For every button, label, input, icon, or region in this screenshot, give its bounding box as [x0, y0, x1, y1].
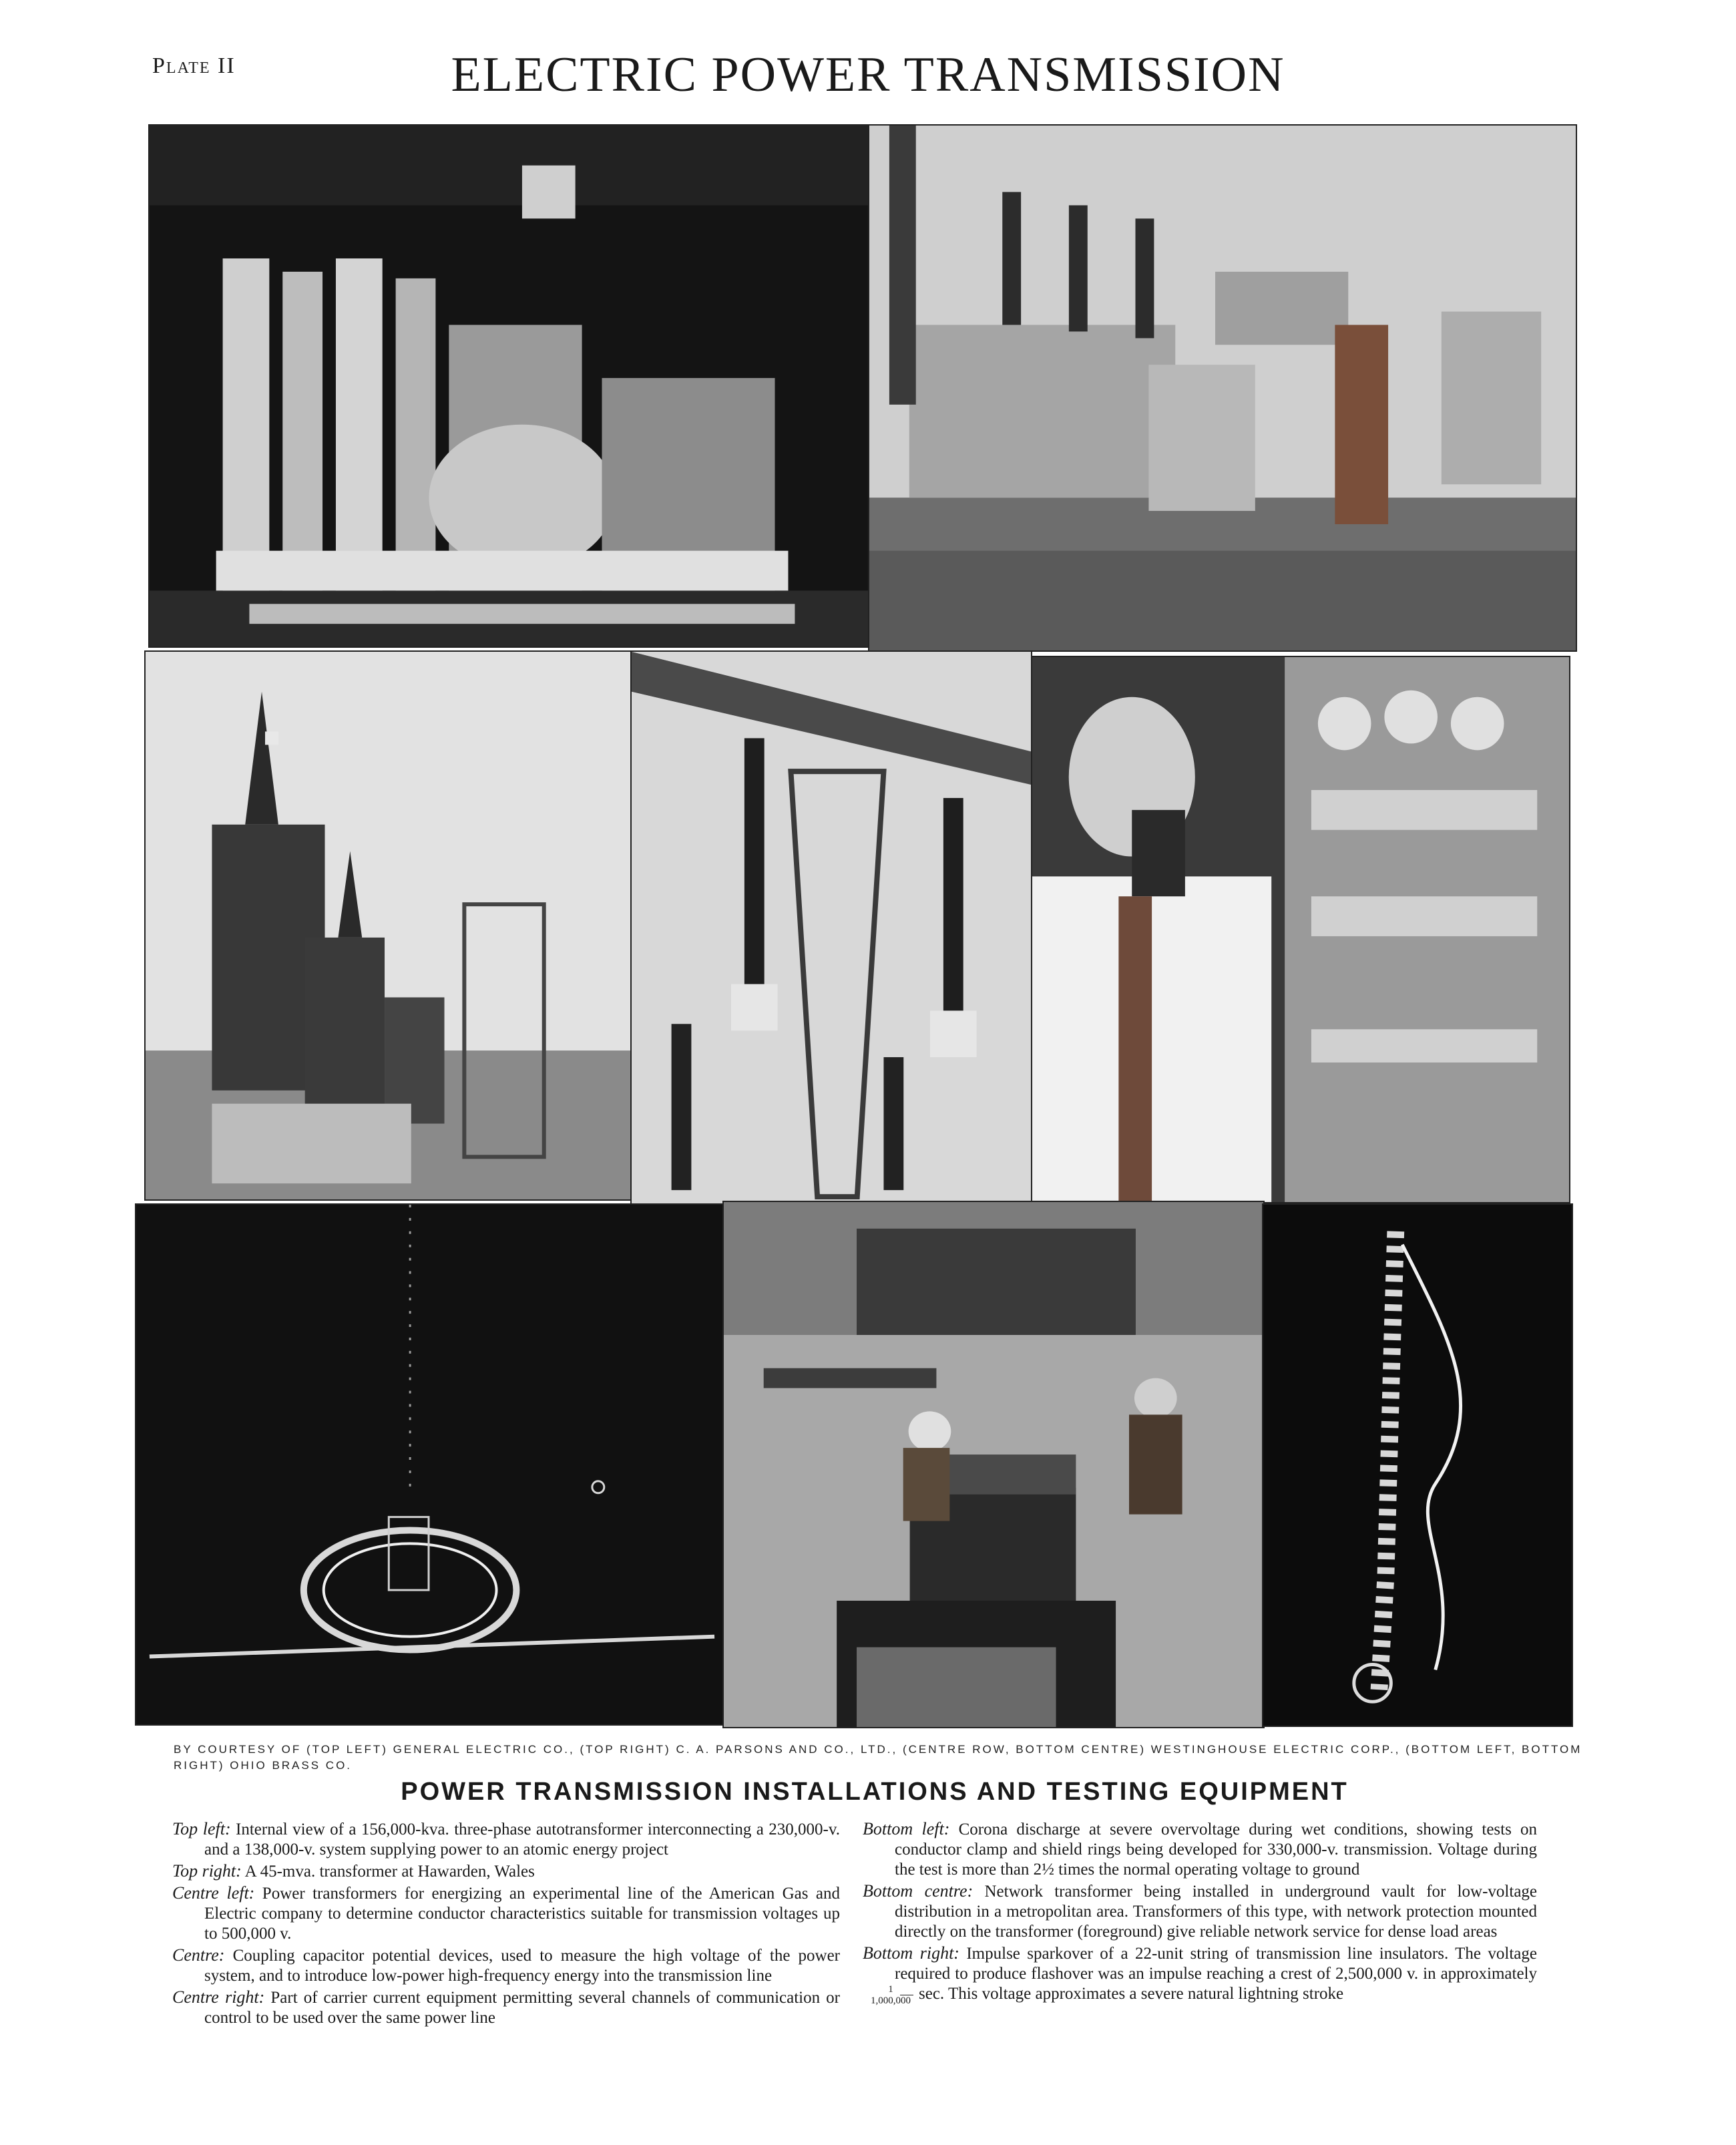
- caption-bottom-right: [863, 1943, 1537, 2006]
- caption-top-right: [172, 1861, 840, 1882]
- photo-top-right-hawarden-transformer: [868, 124, 1577, 652]
- caption-label: Top left:: [172, 1819, 231, 1838]
- photo-bottom-centre-network-transformer: [722, 1201, 1265, 1728]
- caption-centre-left: [172, 1883, 840, 1944]
- photo-bottom-left-corona-discharge: [135, 1203, 724, 1726]
- caption-label: Bottom right:: [863, 1943, 959, 1963]
- caption-centre: [172, 1945, 840, 1986]
- photo-centre-right-carrier-equipment: [1031, 656, 1570, 1203]
- fraction: [871, 1984, 913, 2006]
- page-title: ELECTRIC POWER TRANSMISSION: [451, 47, 1285, 102]
- caption-text: Power transformers for energizing an experimental line of the American Gas and Electric company to determine conductor characteristics suitable for transmission voltages up to 500,000 v.: [204, 1885, 841, 1943]
- fraction-numerator: 1: [900, 1984, 913, 1995]
- caption-label: Centre left:: [172, 1883, 255, 1903]
- caption-text: Part of carrier current equipment permitting several channels of communication or control to be used over the same power line: [204, 1989, 840, 2027]
- caption-label: Centre:: [172, 1945, 225, 1965]
- photo-credits: BY COURTESY OF (TOP LEFT) GENERAL ELECTRIC CO., (TOP RIGHT) C. A. PARSONS AND CO., LTD., (CENTRE ROW, BOTTOM CENTRE) WESTINGHOUSE ELECTRIC CORP., (BOTTOM LEFT, BOTTOM RIGHT) OHIO BRASS CO.: [174, 1743, 1582, 1772]
- caption-text: Coupling capacitor potential devices, used to measure the high voltage of the power system, and to introduce low-power high-frequency energy into the transmission line: [204, 1947, 840, 1985]
- photo-bottom-right-impulse-sparkover: [1262, 1203, 1573, 1727]
- caption-text: sec. This voltage approximates a severe natural lightning stroke: [919, 1985, 1344, 2003]
- caption-text: A 45-mva. transformer at Hawarden, Wales: [244, 1863, 535, 1881]
- photo-centre-left-power-transformers: [144, 650, 632, 1201]
- captions-right-column: [863, 1819, 1537, 2007]
- caption-text: Network transformer being installed in underground vault for low-voltage distribution in a metropolitan area. Transformers of this type, with network protection mounted directly on the transformer (foreground) give reliable network service for dense load areas: [895, 1883, 1538, 1941]
- photo-top-left-autotransformer: [148, 124, 869, 648]
- caption-bottom-centre: [863, 1881, 1537, 1942]
- caption-top-left: [172, 1819, 840, 1860]
- caption-label: Centre right:: [172, 1987, 265, 2007]
- caption-text: Corona discharge at severe overvoltage during wet conditions, showing tests on conductor clamp and shield rings being developed for 330,000-v. transmission. Voltage during the test is more than 2½ times the normal operating voltage to ground: [895, 1820, 1537, 1879]
- fraction-denominator: 1,000,000: [871, 1995, 911, 2006]
- caption-label: Bottom centre:: [863, 1881, 973, 1901]
- caption-text: Internal view of a 156,000-kva. three-phase autotransformer interconnecting a 230,000-v. and a 138,000-v. system supplying power to an atomic energy project: [204, 1820, 840, 1859]
- section-subtitle: POWER TRANSMISSION INSTALLATIONS AND TESTING EQUIPMENT: [401, 1778, 1349, 1806]
- plate-label: Plate II: [152, 53, 236, 78]
- caption-label: Top right:: [172, 1861, 242, 1881]
- caption-text: Impulse sparkover of a 22-unit string of transmission line insulators. The voltage required to produce flashover was an impulse reaching a crest of 2,500,000 v. in approximately: [895, 1945, 1537, 1983]
- photo-centre-coupling-capacitors: [630, 650, 1032, 1205]
- caption-bottom-left: [863, 1819, 1537, 1880]
- caption-centre-right: [172, 1987, 840, 2028]
- captions-left-column: [172, 1819, 840, 2029]
- caption-label: Bottom left:: [863, 1819, 950, 1838]
